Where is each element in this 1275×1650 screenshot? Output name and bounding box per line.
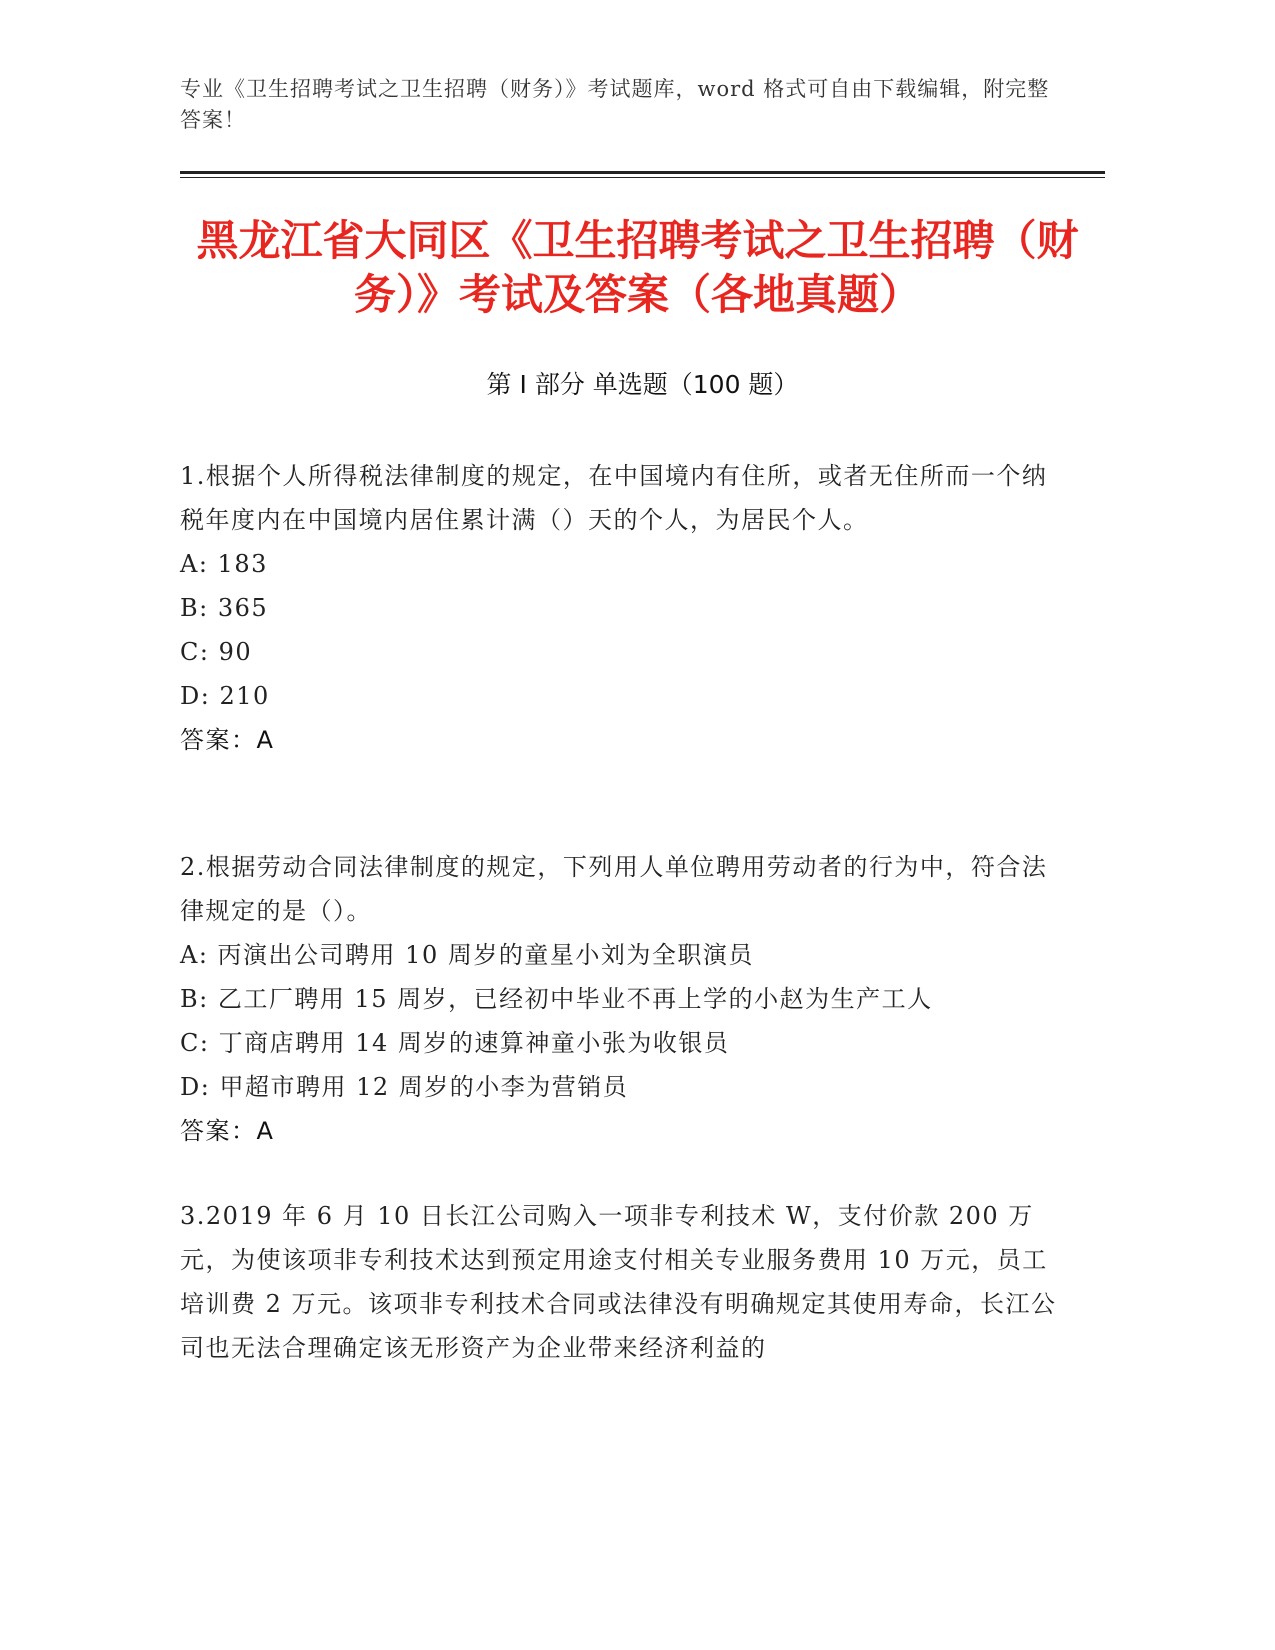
option-b: B: 365 <box>180 594 269 622</box>
option-b: B: 乙工厂聘用 15 周岁，已经初中毕业不再上学的小赵为生产工人 <box>180 985 933 1013</box>
question-stem: 1.根据个人所得税法律制度的规定，在中国境内有住所，或者无住所而一个纳税年度内在中国境内居住累计满（）天的个人，为居民个人。 <box>180 462 1048 534</box>
option-a: A: 183 <box>180 550 268 578</box>
header-divider-thin <box>180 177 1105 178</box>
option-a: A: 丙演出公司聘用 10 周岁的童星小刘为全职演员 <box>180 941 754 969</box>
option-d: D: 210 <box>180 682 270 710</box>
answer: 答案：A <box>180 726 275 754</box>
option-d: D: 甲超市聘用 12 周岁的小李为营销员 <box>180 1073 629 1101</box>
document-title: 黑龙江省大同区《卫生招聘考试之卫生招聘（财务）》考试及答案（各地真题） <box>196 216 1079 319</box>
section-heading: 第 I 部分 单选题（100 题） <box>486 370 799 399</box>
header-divider-thick <box>180 171 1105 174</box>
question-stem: 3.2019 年 6 月 10 日长江公司购入一项非专利技术 W，支付价款 200 万元，为使该项非专利技术达到预定用途支付相关专业服务费用 10 万元，员工培训费 2 万元。该项非专利技术合同或法律没有明确规定其使用寿命，长江公司也无法合理确定该无形资产为企业带来经济利益的 <box>180 1202 1057 1362</box>
question-2 <box>180 845 1060 1153</box>
question-3 <box>180 1194 1060 1370</box>
option-c: C: 丁商店聘用 14 周岁的速算神童小张为收银员 <box>180 1029 730 1057</box>
question-1 <box>180 454 1060 762</box>
header-note: 专业《卫生招聘考试之卫生招聘（财务）》考试题库，word 格式可自由下载编辑，附完整答案！ <box>180 77 1050 132</box>
answer: 答案：A <box>180 1117 275 1145</box>
option-c: C: 90 <box>180 638 253 666</box>
question-stem: 2.根据劳动合同法律制度的规定，下列用人单位聘用劳动者的行为中，符合法律规定的是（）。 <box>180 853 1048 925</box>
